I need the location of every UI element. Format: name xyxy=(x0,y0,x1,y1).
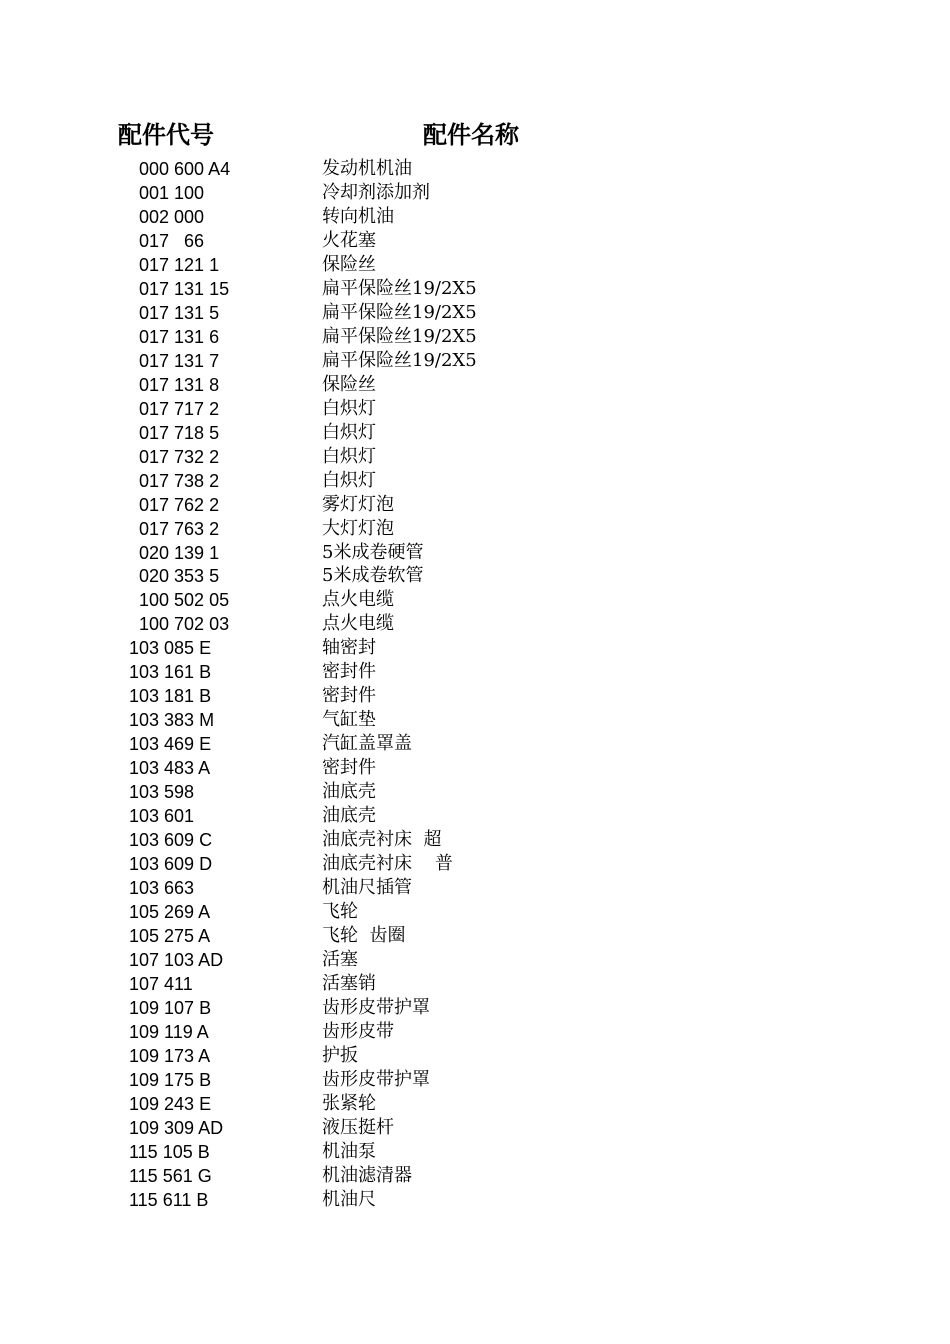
part-code-cell: 020 139 1 xyxy=(139,542,220,563)
table-row xyxy=(0,1092,950,1116)
part-code-cell: 103 598 xyxy=(129,782,195,803)
header-part-code: 配件代号 xyxy=(118,122,214,149)
part-name-cell: 机油滤清器 xyxy=(322,1164,412,1186)
part-name-cell: 白炽灯 xyxy=(322,421,376,443)
table-row xyxy=(0,972,950,996)
part-name-cell: 白炽灯 xyxy=(322,397,376,419)
part-code-cell: 107 411 xyxy=(129,973,193,994)
part-code-cell: 017 718 5 xyxy=(139,422,220,443)
table-row xyxy=(0,996,950,1020)
part-code-cell: 103 469 E xyxy=(129,734,212,755)
table-row xyxy=(0,612,950,636)
part-code-cell: 109 243 E xyxy=(129,1093,212,1114)
table-row xyxy=(0,517,950,541)
part-name-cell: 密封件 xyxy=(322,757,376,779)
part-name-cell: 齿形皮带护罩 xyxy=(322,1068,430,1090)
table-row xyxy=(0,541,950,565)
part-code-cell: 109 173 A xyxy=(129,1045,211,1066)
table-row xyxy=(0,1044,950,1068)
part-code-cell: 000 600 A4 xyxy=(139,159,231,179)
part-code-cell: 017 763 2 xyxy=(139,518,220,539)
table-row xyxy=(0,636,950,660)
table-row xyxy=(0,445,950,469)
part-name-cell: 汽缸盖罩盖 xyxy=(322,733,412,755)
part-name-cell: 冷却剂添加剂 xyxy=(322,181,430,203)
part-code-cell: 115 105 B xyxy=(129,1141,210,1162)
part-name-cell: 点火电缆 xyxy=(322,589,394,611)
table-row xyxy=(0,900,950,924)
table-row xyxy=(0,1116,950,1140)
table-row xyxy=(0,564,950,588)
part-name-cell: 飞轮 xyxy=(322,901,358,923)
part-name-cell: 张紧轮 xyxy=(322,1092,376,1114)
part-code-cell: 017 732 2 xyxy=(139,446,220,467)
table-row xyxy=(0,1020,950,1044)
part-name-cell: 白炽灯 xyxy=(322,469,376,491)
table-row xyxy=(0,1140,950,1164)
part-code-cell: 017 131 8 xyxy=(139,374,220,395)
part-name-cell: 扁平保险丝19/2X5 xyxy=(322,325,477,347)
part-code-cell: 107 103 AD xyxy=(129,949,224,970)
table-row xyxy=(0,373,950,397)
part-name-cell: 点火电缆 xyxy=(322,613,394,635)
table-row xyxy=(0,325,950,349)
part-name-cell: 5米成卷软管 xyxy=(322,565,424,587)
part-name-cell: 转向机油 xyxy=(322,205,394,227)
table-row xyxy=(0,349,950,373)
part-name-cell: 轴密封 xyxy=(322,637,376,659)
part-code-cell: 109 175 B xyxy=(129,1069,212,1090)
table-row xyxy=(0,397,950,421)
table-row xyxy=(0,780,950,804)
part-name-cell: 活塞销 xyxy=(322,972,376,994)
table-row xyxy=(0,277,950,301)
table-row xyxy=(0,301,950,325)
part-code-cell: 105 275 A xyxy=(129,926,211,946)
part-code-cell: 002 000 xyxy=(139,206,205,227)
table-row xyxy=(0,1164,950,1188)
part-code-cell: 115 611 B xyxy=(129,1189,209,1210)
part-name-cell: 扁平保险丝19/2X5 xyxy=(322,301,477,323)
table-row xyxy=(0,732,950,756)
table-row xyxy=(0,756,950,780)
part-name-cell: 白炽灯 xyxy=(322,445,376,467)
part-code-cell: 105 269 A xyxy=(129,902,211,923)
table-row xyxy=(0,421,950,445)
part-name-cell: 保险丝 xyxy=(322,253,376,275)
part-name-cell: 5米成卷硬管 xyxy=(322,541,424,563)
part-name-cell: 火花塞 xyxy=(322,229,376,251)
parts-table-body xyxy=(0,157,950,1212)
part-code-cell: 100 702 03 xyxy=(139,614,230,635)
part-name-cell: 气缸垫 xyxy=(322,709,376,731)
table-row xyxy=(0,876,950,900)
part-name-cell: 机油尺 xyxy=(322,1188,376,1210)
part-code-cell: 103 181 B xyxy=(129,686,212,707)
part-name-cell: 护扳 xyxy=(322,1044,358,1066)
part-name-cell: 油底壳 xyxy=(322,805,376,827)
part-code-cell: 100 502 05 xyxy=(139,590,230,611)
part-name-cell: 大灯灯泡 xyxy=(322,517,394,539)
part-name-cell: 液压挺杆 xyxy=(322,1116,394,1138)
part-name-cell: 油底壳衬床 普 xyxy=(322,853,453,875)
part-code-cell: 017 762 2 xyxy=(139,494,220,515)
part-name-cell: 活塞 xyxy=(322,948,358,970)
table-row xyxy=(0,229,950,253)
table-row xyxy=(0,205,950,229)
part-name-cell: 机油泵 xyxy=(322,1140,376,1162)
table-row xyxy=(0,804,950,828)
table-row xyxy=(0,948,950,972)
part-name-cell: 油底壳衬床 超 xyxy=(322,829,442,851)
part-name-cell: 齿形皮带 xyxy=(322,1020,394,1042)
table-row xyxy=(0,1068,950,1092)
part-name-cell: 机油尺插管 xyxy=(322,877,412,899)
part-code-cell: 017 131 15 xyxy=(139,278,230,299)
table-row xyxy=(0,588,950,612)
part-name-cell: 雾灯灯泡 xyxy=(322,493,394,515)
part-code-cell: 103 609 C xyxy=(129,830,213,851)
part-code-cell: 017 738 2 xyxy=(139,470,220,491)
table-row xyxy=(0,924,950,948)
header-part-name: 配件名称 xyxy=(423,122,519,149)
table-row xyxy=(0,181,950,205)
part-code-cell: 017 131 5 xyxy=(139,302,220,323)
part-name-cell: 扁平保险丝19/2X5 xyxy=(322,349,477,371)
table-row xyxy=(0,469,950,493)
part-code-cell: 020 353 5 xyxy=(139,566,220,587)
part-code-cell: 001 100 xyxy=(139,182,205,203)
part-name-cell: 飞轮 齿圈 xyxy=(322,925,406,946)
part-code-cell: 017 717 2 xyxy=(139,398,220,419)
table-row xyxy=(0,157,950,181)
part-code-cell: 017 121 1 xyxy=(139,254,220,275)
table-row xyxy=(0,828,950,852)
table-row xyxy=(0,253,950,277)
part-code-cell: 103 601 xyxy=(129,806,195,827)
table-row xyxy=(0,852,950,876)
part-name-cell: 扁平保险丝19/2X5 xyxy=(322,277,477,299)
part-name-cell: 密封件 xyxy=(322,661,376,683)
part-code-cell: 103 161 B xyxy=(129,662,212,683)
part-code-cell: 017 131 6 xyxy=(139,326,220,347)
part-code-cell: 115 561 G xyxy=(129,1165,212,1186)
part-code-cell: 109 309 AD xyxy=(129,1117,224,1138)
part-name-cell: 保险丝 xyxy=(322,373,376,395)
part-code-cell: 109 119 A xyxy=(129,1021,209,1042)
table-row xyxy=(0,493,950,517)
table-header xyxy=(0,119,950,153)
table-row xyxy=(0,708,950,732)
part-code-cell: 103 609 D xyxy=(129,854,213,875)
part-code-cell: 103 085 E xyxy=(129,638,212,659)
part-name-cell: 发动机机油 xyxy=(322,158,412,179)
table-row xyxy=(0,1188,950,1212)
part-code-cell: 103 663 xyxy=(129,878,195,899)
part-code-cell: 109 107 B xyxy=(129,997,212,1018)
part-name-cell: 油底壳 xyxy=(322,781,376,803)
part-code-cell: 017 131 7 xyxy=(139,350,220,371)
part-code-cell: 017 66 xyxy=(139,230,205,251)
part-name-cell: 密封件 xyxy=(322,685,376,707)
part-code-cell: 103 483 A xyxy=(129,758,211,779)
table-row xyxy=(0,660,950,684)
part-code-cell: 103 383 M xyxy=(129,710,215,731)
table-row xyxy=(0,684,950,708)
part-name-cell: 齿形皮带护罩 xyxy=(322,996,430,1018)
